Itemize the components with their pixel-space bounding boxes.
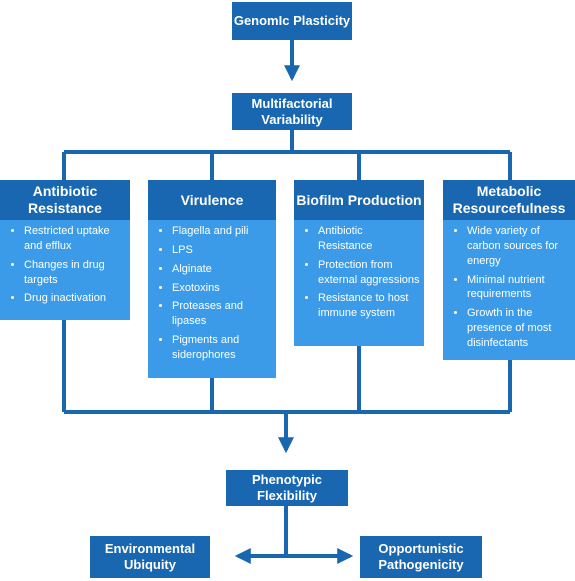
list-item: • Alginate	[172, 262, 272, 277]
list-item: • Proteases and lipases	[172, 299, 272, 329]
multifactorial-variability-box	[232, 93, 352, 130]
list-item: • Protection from external aggressions	[318, 258, 420, 288]
opportunistic-pathogenicity-label: Opportunistic Pathogenicity	[378, 541, 464, 572]
virulence-list-box	[148, 220, 276, 378]
antibiotic-resistance-title: Antibiotic Resistance	[28, 183, 102, 216]
biofilm-production-list-box	[294, 220, 424, 346]
antibiotic-resistance-list	[0, 220, 130, 314]
antibiotic-resistance-header	[0, 180, 130, 220]
biofilm-production-header	[294, 180, 424, 220]
metabolic-resourcefulness-header	[443, 180, 575, 220]
biofilm-production-title: Biofilm Production	[296, 191, 422, 208]
environmental-ubiquity-box	[90, 536, 210, 578]
genomic-plasticity-box	[232, 2, 352, 40]
list-item: • Antibiotic Resistance	[318, 224, 420, 254]
virulence-list	[148, 220, 276, 371]
list-item: • Exotoxins	[172, 281, 272, 296]
list-item: • Flagella and pili	[172, 224, 272, 239]
metabolic-resourcefulness-title: Metabolic Resourcefulness	[452, 183, 566, 216]
phenotypic-flexibility-box	[226, 470, 348, 506]
list-item: • LPS	[172, 243, 272, 258]
metabolic-resourcefulness-list-box	[443, 220, 575, 360]
list-item: • Pigments and siderophores	[172, 333, 272, 363]
biofilm-production-list	[294, 220, 424, 329]
list-item: • Changes in drug targets	[24, 258, 126, 288]
genomic-plasticity-label: GenomIc Plasticity	[233, 13, 351, 29]
list-item: • Drug inactivation	[24, 291, 126, 306]
environmental-ubiquity-label: Environmental Ubiquity	[104, 541, 196, 572]
antibiotic-resistance-list-box	[0, 220, 130, 320]
list-item: • Growth in the presence of most disinfectants	[467, 306, 571, 351]
virulence-title: Virulence	[180, 191, 244, 208]
list-item: • Wide variety of carbon sources for energy	[467, 224, 571, 269]
opportunistic-pathogenicity-box	[360, 536, 482, 578]
metabolic-resourcefulness-list	[443, 220, 575, 359]
multifactorial-variability-label: Multifactorial Variability	[251, 95, 333, 127]
list-item: • Resistance to host immune system	[318, 291, 420, 321]
list-item: • Restricted uptake and efflux	[24, 224, 126, 254]
virulence-header	[148, 180, 276, 220]
phenotypic-flexibility-label: Phenotypic Flexibility	[251, 472, 323, 503]
list-item: • Minimal nutrient requirements	[467, 273, 571, 303]
